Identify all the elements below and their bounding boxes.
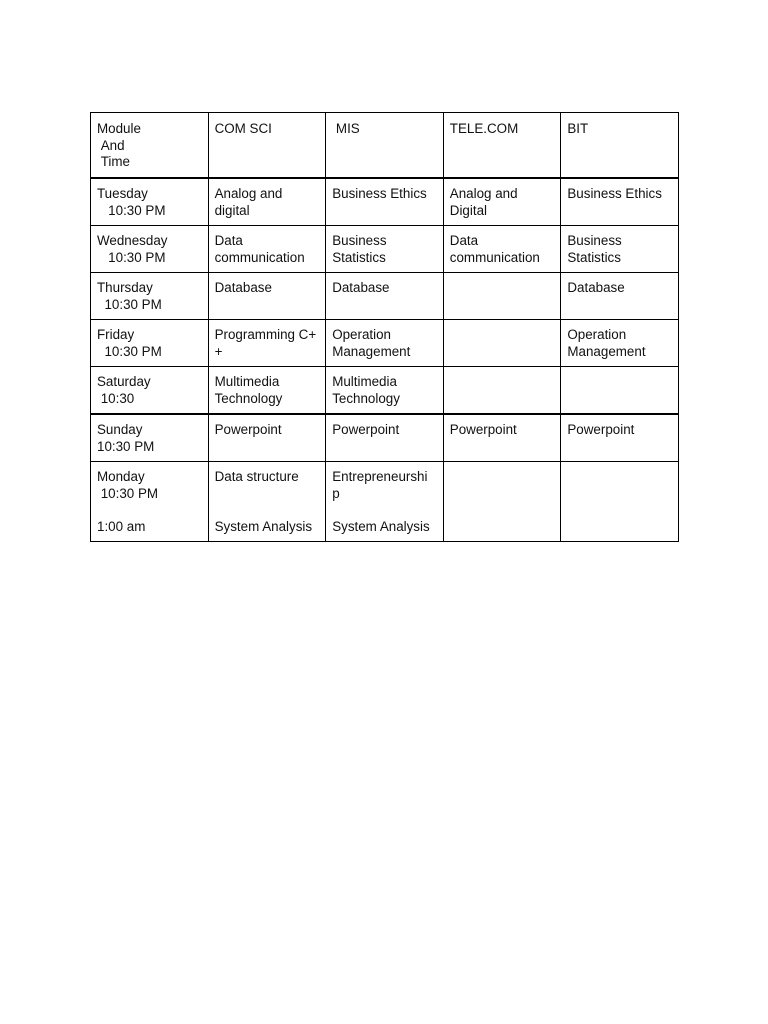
table-row [91, 320, 679, 367]
cell-mis: Business Statistics [326, 226, 444, 273]
cell-bit: Business Statistics [561, 226, 679, 273]
exam-schedule-table [90, 112, 679, 542]
cell-com-sci: Programming C+ + [208, 320, 326, 367]
row-day-time: Tuesday 10:30 PM [91, 178, 209, 226]
header-bit: BIT [561, 113, 679, 179]
row-day-time: Friday 10:30 PM [91, 320, 209, 367]
row-day-time: Saturday 10:30 [91, 367, 209, 415]
cell-bit: Operation Management [561, 320, 679, 367]
cell-telecom [443, 320, 561, 367]
cell-bit: Business Ethics [561, 178, 679, 226]
cell-com-sci: Analog and digital [208, 178, 326, 226]
row-day-time: Sunday 10:30 PM [91, 414, 209, 462]
cell-bit: Powerpoint [561, 414, 679, 462]
table-row [91, 414, 679, 462]
cell-bit: Database [561, 273, 679, 320]
cell-com-sci: Data structure System Analysis [208, 462, 326, 542]
cell-telecom: Data communication [443, 226, 561, 273]
cell-com-sci: Multimedia Technology [208, 367, 326, 415]
header-com-sci: COM SCI [208, 113, 326, 179]
cell-mis: Business Ethics [326, 178, 444, 226]
header-telecom: TELE.COM [443, 113, 561, 179]
cell-mis: Database [326, 273, 444, 320]
table-row [91, 226, 679, 273]
table-row [91, 462, 679, 542]
table-row [91, 273, 679, 320]
cell-telecom [443, 273, 561, 320]
cell-telecom: Powerpoint [443, 414, 561, 462]
header-mis: MIS [326, 113, 444, 179]
cell-bit [561, 367, 679, 415]
cell-bit [561, 462, 679, 542]
row-day-time: Thursday 10:30 PM [91, 273, 209, 320]
table-header-row [91, 113, 679, 179]
cell-telecom: Analog and Digital [443, 178, 561, 226]
cell-mis: Multimedia Technology [326, 367, 444, 415]
cell-com-sci: Data communication [208, 226, 326, 273]
table-row [91, 178, 679, 226]
cell-com-sci: Database [208, 273, 326, 320]
table-row [91, 367, 679, 415]
cell-mis: Operation Management [326, 320, 444, 367]
row-day-time: Monday 10:30 PM 1:00 am [91, 462, 209, 542]
cell-telecom [443, 462, 561, 542]
cell-com-sci: Powerpoint [208, 414, 326, 462]
cell-mis: Entrepreneurshi p System Analysis [326, 462, 444, 542]
cell-mis: Powerpoint [326, 414, 444, 462]
row-day-time: Wednesday 10:30 PM [91, 226, 209, 273]
cell-telecom [443, 367, 561, 415]
header-module-time: Module And Time [91, 113, 209, 179]
